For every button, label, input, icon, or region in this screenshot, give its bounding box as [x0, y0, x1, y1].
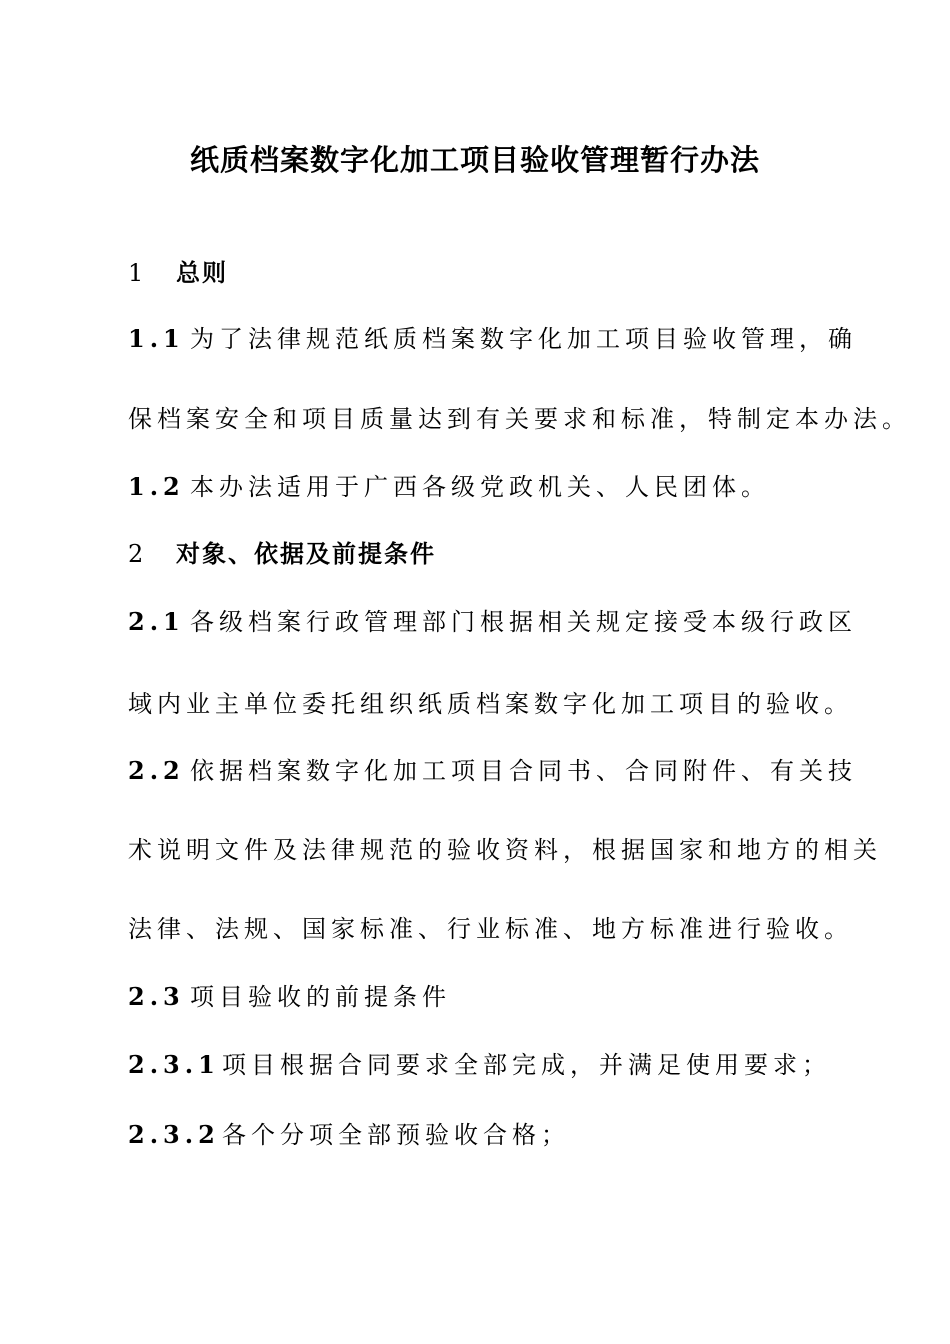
clause-2-1-continued: [128, 687, 853, 721]
clause-2-2-continued: [128, 833, 882, 867]
clause-text: 保档案安全和项目质量达到有关要求和标准，特制定本办法。: [128, 405, 911, 433]
clause-1-1: [128, 322, 857, 356]
clause-2-3-1: [128, 1048, 831, 1082]
clause-text: 依据档案数字化加工项目合同书、合同附件、有关技: [190, 757, 857, 785]
clause-1-1-continued: [128, 402, 911, 436]
clause-2-3: [128, 980, 451, 1014]
clause-2-3-2: [128, 1118, 570, 1152]
section-number: 2: [128, 540, 149, 568]
clause-text: 法律、法规、国家标准、行业标准、地方标准进行验收。: [128, 915, 853, 943]
clause-text: 项目根据合同要求全部完成，并满足使用要求；: [222, 1051, 831, 1079]
clause-number: 2.1: [128, 607, 185, 636]
clause-number: 2.2: [128, 756, 185, 785]
clause-number: 2.3.1: [128, 1050, 220, 1079]
clause-text: 各个分项全部预验收合格；: [222, 1121, 570, 1149]
clause-number: 1.1: [128, 324, 185, 353]
section-heading-1: [128, 256, 228, 290]
clause-text: 术说明文件及法律规范的验收资料，根据国家和地方的相关: [128, 836, 882, 864]
section-heading-2: [128, 537, 436, 571]
clause-text: 项目验收的前提条件: [190, 983, 451, 1011]
section-title: 总则: [176, 258, 228, 287]
clause-number: 1.2: [128, 472, 185, 501]
clause-2-2-continued-2: [128, 912, 853, 946]
section-title: 对象、依据及前提条件: [176, 539, 436, 568]
clause-1-2: [128, 470, 770, 504]
clause-text: 域内业主单位委托组织纸质档案数字化加工项目的验收。: [128, 690, 853, 718]
clause-number: 2.3.2: [128, 1120, 220, 1149]
clause-2-2: [128, 754, 857, 788]
section-number: 1: [128, 259, 149, 287]
clause-2-1: [128, 605, 857, 639]
document-title: 纸质档案数字化加工项目验收管理暂行办法: [189, 143, 760, 177]
clause-text: 为了法律规范纸质档案数字化加工项目验收管理，确: [190, 325, 857, 353]
clause-text: 本办法适用于广西各级党政机关、人民团体。: [190, 473, 770, 501]
clause-text: 各级档案行政管理部门根据相关规定接受本级行政区: [190, 608, 857, 636]
clause-number: 2.3: [128, 982, 185, 1011]
